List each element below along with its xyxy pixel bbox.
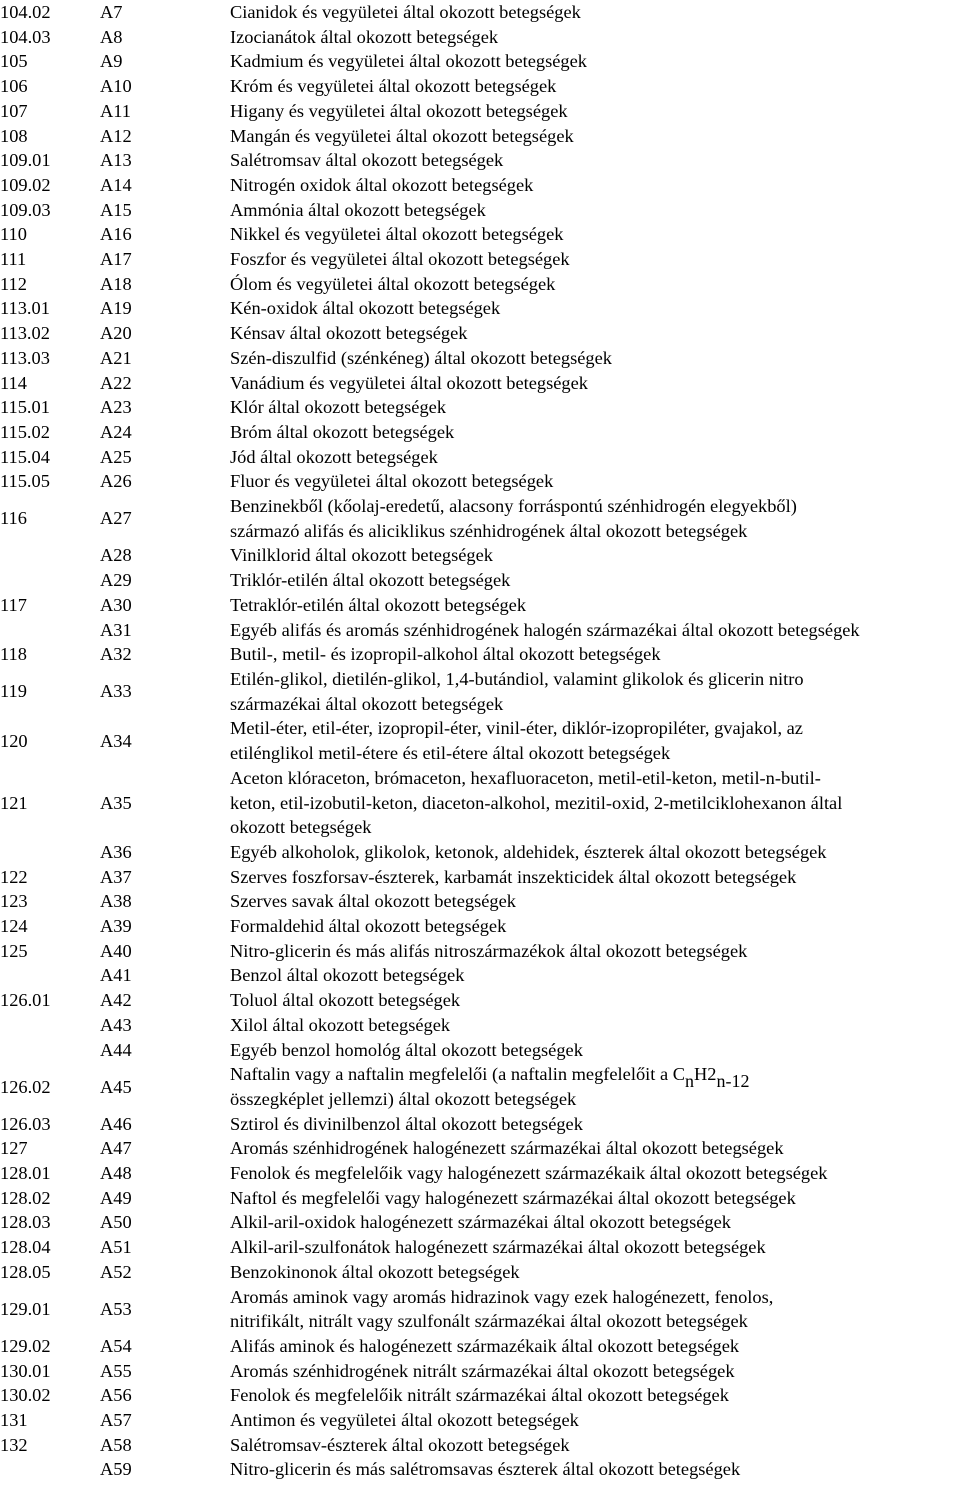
row-code: A24 bbox=[100, 421, 132, 442]
row-number: 125 bbox=[0, 940, 28, 961]
row-number: 123 bbox=[0, 891, 28, 912]
description-line: Vinilklorid által okozott betegségek bbox=[230, 545, 493, 566]
row-code: A44 bbox=[100, 1039, 132, 1060]
table-row bbox=[0, 420, 960, 445]
row-code: A35 bbox=[100, 792, 132, 813]
table-row bbox=[0, 988, 960, 1013]
row-description bbox=[230, 1260, 960, 1285]
table-row bbox=[0, 222, 960, 247]
description-line: származékai által okozott betegségek bbox=[230, 693, 504, 714]
row-number: 115.05 bbox=[0, 471, 50, 492]
table-row bbox=[0, 889, 960, 914]
row-code: A34 bbox=[100, 730, 132, 751]
description-line: Kén-oxidok által okozott betegségek bbox=[230, 298, 501, 319]
description-line: Nitro-glicerin és más alifás nitroszármazékok által okozott betegségek bbox=[230, 940, 748, 961]
description-line: Egyéb alifás és aromás szénhidrogének halogén származékai által okozott betegségek bbox=[230, 619, 860, 640]
table-row bbox=[0, 1285, 960, 1334]
row-number: 130.01 bbox=[0, 1360, 51, 1381]
row-number: 113.02 bbox=[0, 323, 50, 344]
row-description bbox=[230, 543, 960, 568]
row-number bbox=[0, 543, 100, 568]
row-description bbox=[230, 148, 960, 173]
table-row bbox=[0, 494, 960, 543]
row-description bbox=[230, 1408, 960, 1433]
table-row bbox=[0, 642, 960, 667]
row-description bbox=[230, 865, 960, 890]
row-number: 119 bbox=[0, 681, 27, 702]
description-line: Foszfor és vegyületei által okozott betegségek bbox=[230, 249, 570, 270]
description-line: Alkil-aril-oxidok halogénezett származékai által okozott betegségek bbox=[230, 1212, 731, 1233]
row-number: 109.01 bbox=[0, 150, 51, 171]
row-code: A41 bbox=[100, 965, 132, 986]
row-code: A33 bbox=[100, 681, 132, 702]
table-row bbox=[0, 1210, 960, 1235]
row-description bbox=[230, 1334, 960, 1359]
table-row bbox=[0, 1161, 960, 1186]
row-description bbox=[230, 247, 960, 272]
description-line: Fenolok és megfelelőik nitrált származékai által okozott betegségek bbox=[230, 1385, 729, 1406]
description-line: Vanádium és vegyületei által okozott betegségek bbox=[230, 372, 588, 393]
row-number: 104.02 bbox=[0, 2, 51, 22]
table-row bbox=[0, 1062, 960, 1111]
row-code: A50 bbox=[100, 1212, 132, 1233]
row-description bbox=[230, 346, 960, 371]
description-line: Kénsav által okozott betegségek bbox=[230, 323, 468, 344]
description-text: H2 bbox=[693, 1064, 717, 1085]
row-number bbox=[0, 1038, 100, 1063]
description-line: etilénglikol metil-étere és etil-étere által okozott betegségek bbox=[230, 743, 671, 764]
row-code: A38 bbox=[100, 891, 132, 912]
description-line: Ammónia által okozott betegségek bbox=[230, 199, 486, 220]
description-line: Benzol által okozott betegségek bbox=[230, 965, 465, 986]
row-number bbox=[0, 963, 100, 988]
description-line: Bróm által okozott betegségek bbox=[230, 421, 455, 442]
table-row bbox=[0, 321, 960, 346]
table-row bbox=[0, 543, 960, 568]
table-row bbox=[0, 395, 960, 420]
description-line: Tetraklór-etilén által okozott betegségek bbox=[230, 594, 527, 615]
row-description bbox=[230, 321, 960, 346]
table-row bbox=[0, 1136, 960, 1161]
table-row bbox=[0, 1235, 960, 1260]
table-row bbox=[0, 0, 960, 25]
table-row bbox=[0, 74, 960, 99]
row-code: A45 bbox=[100, 1076, 132, 1097]
row-number: 126.03 bbox=[0, 1113, 51, 1134]
row-number bbox=[0, 840, 100, 865]
row-code: A32 bbox=[100, 644, 132, 665]
row-code: A58 bbox=[100, 1434, 132, 1455]
row-number bbox=[0, 1457, 100, 1482]
description-line: Egyéb alkoholok, glikolok, ketonok, aldehidek, észterek által okozott betegségek bbox=[230, 841, 827, 862]
description-line: Formaldehid által okozott betegségek bbox=[230, 916, 507, 937]
row-code: A51 bbox=[100, 1237, 132, 1258]
row-description bbox=[230, 840, 960, 865]
row-code: A53 bbox=[100, 1298, 132, 1319]
table-row bbox=[0, 99, 960, 124]
row-description bbox=[230, 889, 960, 914]
description-line: Szerves foszforsav-észterek, karbamát inszekticidek által okozott betegségek bbox=[230, 866, 797, 887]
row-description bbox=[230, 49, 960, 74]
row-description bbox=[230, 963, 960, 988]
description-line: Aromás aminok vagy aromás hidrazinok vagy ezek halogénezett, fenolos, bbox=[230, 1286, 774, 1307]
row-description bbox=[230, 494, 960, 543]
description-line: Benzokinonok által okozott betegségek bbox=[230, 1261, 520, 1282]
row-code: A31 bbox=[100, 619, 132, 640]
row-description bbox=[230, 173, 960, 198]
description-line: Fluor és vegyületei által okozott betegségek bbox=[230, 471, 554, 492]
table-row bbox=[0, 1359, 960, 1384]
row-description bbox=[230, 642, 960, 667]
row-code: A43 bbox=[100, 1014, 132, 1035]
row-description bbox=[230, 420, 960, 445]
row-code: A25 bbox=[100, 446, 132, 467]
row-code: A7 bbox=[100, 2, 123, 22]
row-description bbox=[230, 766, 960, 840]
row-number: 124 bbox=[0, 916, 28, 937]
table-row bbox=[0, 296, 960, 321]
row-code: A28 bbox=[100, 545, 132, 566]
description-line: Salétromsav-észterek által okozott betegségek bbox=[230, 1434, 570, 1455]
row-description bbox=[230, 1235, 960, 1260]
row-number: 122 bbox=[0, 866, 28, 887]
row-code: A21 bbox=[100, 347, 132, 368]
row-number: 117 bbox=[0, 594, 27, 615]
row-code: A37 bbox=[100, 866, 132, 887]
row-number: 113.01 bbox=[0, 298, 50, 319]
row-description bbox=[230, 716, 960, 765]
row-code: A39 bbox=[100, 916, 132, 937]
row-number: 115.02 bbox=[0, 421, 50, 442]
table-row bbox=[0, 1433, 960, 1458]
row-description bbox=[230, 469, 960, 494]
description-line: Metil-éter, etil-éter, izopropil-éter, vinil-éter, diklór-izopropiléter, gvajakol, az bbox=[230, 718, 803, 739]
row-code: A23 bbox=[100, 397, 132, 418]
row-code: A14 bbox=[100, 174, 132, 195]
row-number: 128.01 bbox=[0, 1163, 51, 1184]
row-description bbox=[230, 1136, 960, 1161]
row-number: 126.01 bbox=[0, 990, 51, 1011]
description-line: Alifás aminok és halogénezett származékaik által okozott betegségek bbox=[230, 1335, 740, 1356]
description-line: Kadmium és vegyületei által okozott betegségek bbox=[230, 51, 587, 72]
row-code: A15 bbox=[100, 199, 132, 220]
row-description bbox=[230, 667, 960, 716]
row-code: A36 bbox=[100, 841, 132, 862]
table-row bbox=[0, 618, 960, 643]
row-code: A54 bbox=[100, 1335, 132, 1356]
row-number: 128.05 bbox=[0, 1261, 51, 1282]
row-number: 128.04 bbox=[0, 1237, 51, 1258]
description-line: Etilén-glikol, dietilén-glikol, 1,4-butándiol, valamint glikolok és glicerin nitro bbox=[230, 668, 804, 689]
row-number: 108 bbox=[0, 125, 28, 146]
row-description bbox=[230, 222, 960, 247]
description-line: Xilol által okozott betegségek bbox=[230, 1014, 451, 1035]
row-description bbox=[230, 296, 960, 321]
table-row bbox=[0, 272, 960, 297]
row-code: A16 bbox=[100, 224, 132, 245]
row-code: A11 bbox=[100, 100, 131, 121]
row-description bbox=[230, 1210, 960, 1235]
description-line: Nikkel és vegyületei által okozott betegségek bbox=[230, 224, 564, 245]
description-line: Szerves savak által okozott betegségek bbox=[230, 891, 516, 912]
row-code: A46 bbox=[100, 1113, 132, 1134]
row-number: 109.02 bbox=[0, 174, 51, 195]
row-code: A56 bbox=[100, 1385, 132, 1406]
description-line: Nitrogén oxidok által okozott betegségek bbox=[230, 174, 534, 195]
row-code: A17 bbox=[100, 249, 132, 270]
row-number: 126.02 bbox=[0, 1076, 51, 1097]
table-row bbox=[0, 445, 960, 470]
formula-subscript: n-12 bbox=[716, 1071, 750, 1092]
table-row bbox=[0, 198, 960, 223]
description-line: Triklór-etilén által okozott betegségek bbox=[230, 570, 511, 591]
table-row bbox=[0, 963, 960, 988]
row-code: A52 bbox=[100, 1261, 132, 1282]
row-number bbox=[0, 1013, 100, 1038]
description-line: keton, etil-izobutil-keton, diaceton-alkohol, mezitil-oxid, 2-metilciklohexanon által bbox=[230, 792, 843, 813]
row-code: A20 bbox=[100, 323, 132, 344]
row-number bbox=[0, 568, 100, 593]
row-number bbox=[0, 618, 100, 643]
row-code: A55 bbox=[100, 1360, 132, 1381]
row-description bbox=[230, 1038, 960, 1063]
row-code: A27 bbox=[100, 508, 132, 529]
description-line: Aromás szénhidrogének nitrált származékai által okozott betegségek bbox=[230, 1360, 735, 1381]
row-description bbox=[230, 371, 960, 396]
row-code: A59 bbox=[100, 1459, 132, 1480]
row-number: 110 bbox=[0, 224, 27, 245]
row-description bbox=[230, 99, 960, 124]
row-description bbox=[230, 198, 960, 223]
formula-subscript: n bbox=[684, 1071, 694, 1092]
row-number: 127 bbox=[0, 1138, 28, 1159]
row-description bbox=[230, 593, 960, 618]
row-description bbox=[230, 0, 960, 25]
row-description bbox=[230, 395, 960, 420]
row-code: A29 bbox=[100, 570, 132, 591]
table-row bbox=[0, 49, 960, 74]
row-code: A13 bbox=[100, 150, 132, 171]
table-row bbox=[0, 25, 960, 50]
row-code: A19 bbox=[100, 298, 132, 319]
row-number: 115.01 bbox=[0, 397, 50, 418]
description-line: Salétromsav által okozott betegségek bbox=[230, 150, 504, 171]
row-description bbox=[230, 1013, 960, 1038]
row-number: 129.01 bbox=[0, 1298, 51, 1319]
table-row bbox=[0, 568, 960, 593]
table-row bbox=[0, 371, 960, 396]
row-number: 116 bbox=[0, 508, 27, 529]
row-number: 129.02 bbox=[0, 1335, 51, 1356]
description-line: Aceton klóraceton, brómaceton, hexafluoraceton, metil-etil-keton, metil-n-butil- bbox=[230, 767, 821, 788]
table-row bbox=[0, 667, 960, 716]
row-description bbox=[230, 914, 960, 939]
row-number: 115.04 bbox=[0, 446, 50, 467]
description-line: Naftol és megfelelői vagy halogénezett származékai által okozott betegségek bbox=[230, 1187, 796, 1208]
row-number: 107 bbox=[0, 100, 28, 121]
row-description bbox=[230, 1062, 960, 1111]
description-line: okozott betegségek bbox=[230, 817, 372, 838]
table-row bbox=[0, 1457, 960, 1482]
description-line: Fenolok és megfelelőik vagy halogénezett származékaik által okozott betegségek bbox=[230, 1163, 828, 1184]
row-number: 111 bbox=[0, 249, 27, 270]
row-number: 128.02 bbox=[0, 1187, 51, 1208]
table-row bbox=[0, 939, 960, 964]
description-line: Cianidok és vegyületei által okozott betegségek bbox=[230, 2, 581, 22]
table-row bbox=[0, 247, 960, 272]
table-row bbox=[0, 1334, 960, 1359]
row-description bbox=[230, 1457, 960, 1482]
row-description bbox=[230, 25, 960, 50]
table-row bbox=[0, 1260, 960, 1285]
table-row bbox=[0, 716, 960, 765]
row-description bbox=[230, 568, 960, 593]
row-code: A9 bbox=[100, 51, 123, 72]
table-row bbox=[0, 1013, 960, 1038]
row-code: A48 bbox=[100, 1163, 132, 1184]
row-number: 132 bbox=[0, 1434, 28, 1455]
row-code: A42 bbox=[100, 990, 132, 1011]
row-description bbox=[230, 124, 960, 149]
description-line: Nitro-glicerin és más salétromsavas észterek által okozott betegségek bbox=[230, 1459, 741, 1480]
table-row bbox=[0, 840, 960, 865]
table-row bbox=[0, 124, 960, 149]
description-line: összegképlet jellemzi) által okozott betegségek bbox=[230, 1088, 577, 1109]
row-description bbox=[230, 1186, 960, 1211]
row-number: 128.03 bbox=[0, 1212, 51, 1233]
description-text: Naftalin vagy a naftalin megfelelői (a naftalin megfelelőit a C bbox=[230, 1064, 685, 1085]
description-line: Izocianátok által okozott betegségek bbox=[230, 26, 499, 47]
description-line: Alkil-aril-szulfonátok halogénezett származékai által okozott betegségek bbox=[230, 1237, 766, 1258]
row-description bbox=[230, 1359, 960, 1384]
table-row bbox=[0, 1186, 960, 1211]
row-description bbox=[230, 272, 960, 297]
table-row bbox=[0, 865, 960, 890]
table-row bbox=[0, 914, 960, 939]
description-line: Egyéb benzol homológ által okozott betegségek bbox=[230, 1039, 583, 1060]
table-row bbox=[0, 148, 960, 173]
row-code: A47 bbox=[100, 1138, 132, 1159]
description-line: Jód által okozott betegségek bbox=[230, 446, 438, 467]
row-description bbox=[230, 1383, 960, 1408]
row-code: A12 bbox=[100, 125, 132, 146]
description-line: Butil-, metil- és izopropil-alkohol által okozott betegségek bbox=[230, 644, 661, 665]
table-row bbox=[0, 1112, 960, 1137]
row-number: 109.03 bbox=[0, 199, 51, 220]
table-row bbox=[0, 593, 960, 618]
description-line: Szén-diszulfid (szénkéneg) által okozott betegségek bbox=[230, 347, 612, 368]
description-line: Króm és vegyületei által okozott betegségek bbox=[230, 76, 557, 97]
row-number: 121 bbox=[0, 792, 28, 813]
row-description bbox=[230, 988, 960, 1013]
row-description bbox=[230, 445, 960, 470]
row-number: 112 bbox=[0, 273, 27, 294]
description-line: Sztirol és divinilbenzol által okozott betegségek bbox=[230, 1113, 583, 1134]
description-line: Benzinekből (kőolaj-eredetű, alacsony forráspontú szénhidrogén elegyekből) bbox=[230, 496, 797, 517]
table-row bbox=[0, 766, 960, 840]
row-number: 130.02 bbox=[0, 1385, 51, 1406]
row-number: 114 bbox=[0, 372, 27, 393]
row-description bbox=[230, 618, 960, 643]
row-number: 105 bbox=[0, 51, 28, 72]
table-row bbox=[0, 1383, 960, 1408]
row-code: A57 bbox=[100, 1410, 132, 1431]
row-code: A18 bbox=[100, 273, 132, 294]
row-code: A10 bbox=[100, 76, 132, 97]
row-code: A30 bbox=[100, 594, 132, 615]
row-description bbox=[230, 74, 960, 99]
row-code: A40 bbox=[100, 940, 132, 961]
description-line: Klór által okozott betegségek bbox=[230, 397, 447, 418]
row-code: A8 bbox=[100, 26, 123, 47]
row-code: A49 bbox=[100, 1187, 132, 1208]
table-row bbox=[0, 1408, 960, 1433]
row-description bbox=[230, 939, 960, 964]
row-description bbox=[230, 1112, 960, 1137]
table-row bbox=[0, 173, 960, 198]
description-line: Aromás szénhidrogének halogénezett származékai által okozott betegségek bbox=[230, 1138, 784, 1159]
row-description bbox=[230, 1161, 960, 1186]
row-code: A26 bbox=[100, 471, 132, 492]
description-line: Mangán és vegyületei által okozott betegségek bbox=[230, 125, 574, 146]
description-line bbox=[230, 1062, 960, 1092]
description-line: Toluol által okozott betegségek bbox=[230, 990, 461, 1011]
description-line: nitrifikált, nitrált vagy szulfonált származékai által okozott betegségek bbox=[230, 1311, 748, 1332]
row-number: 113.03 bbox=[0, 347, 50, 368]
table-row bbox=[0, 1038, 960, 1063]
description-line: Ólom és vegyületei által okozott betegségek bbox=[230, 273, 556, 294]
row-number: 104.03 bbox=[0, 26, 51, 47]
description-line: Higany és vegyületei által okozott betegségek bbox=[230, 100, 568, 121]
table-row bbox=[0, 346, 960, 371]
table-row bbox=[0, 469, 960, 494]
row-number: 118 bbox=[0, 644, 27, 665]
row-number: 131 bbox=[0, 1410, 28, 1431]
description-line: származó alifás és aliciklikus szénhidrogének által okozott betegségek bbox=[230, 520, 748, 541]
row-number: 106 bbox=[0, 76, 28, 97]
row-number: 120 bbox=[0, 730, 28, 751]
description-line: Antimon és vegyületei által okozott betegségek bbox=[230, 1410, 579, 1431]
row-code: A22 bbox=[100, 372, 132, 393]
row-description bbox=[230, 1285, 960, 1334]
row-description bbox=[230, 1433, 960, 1458]
